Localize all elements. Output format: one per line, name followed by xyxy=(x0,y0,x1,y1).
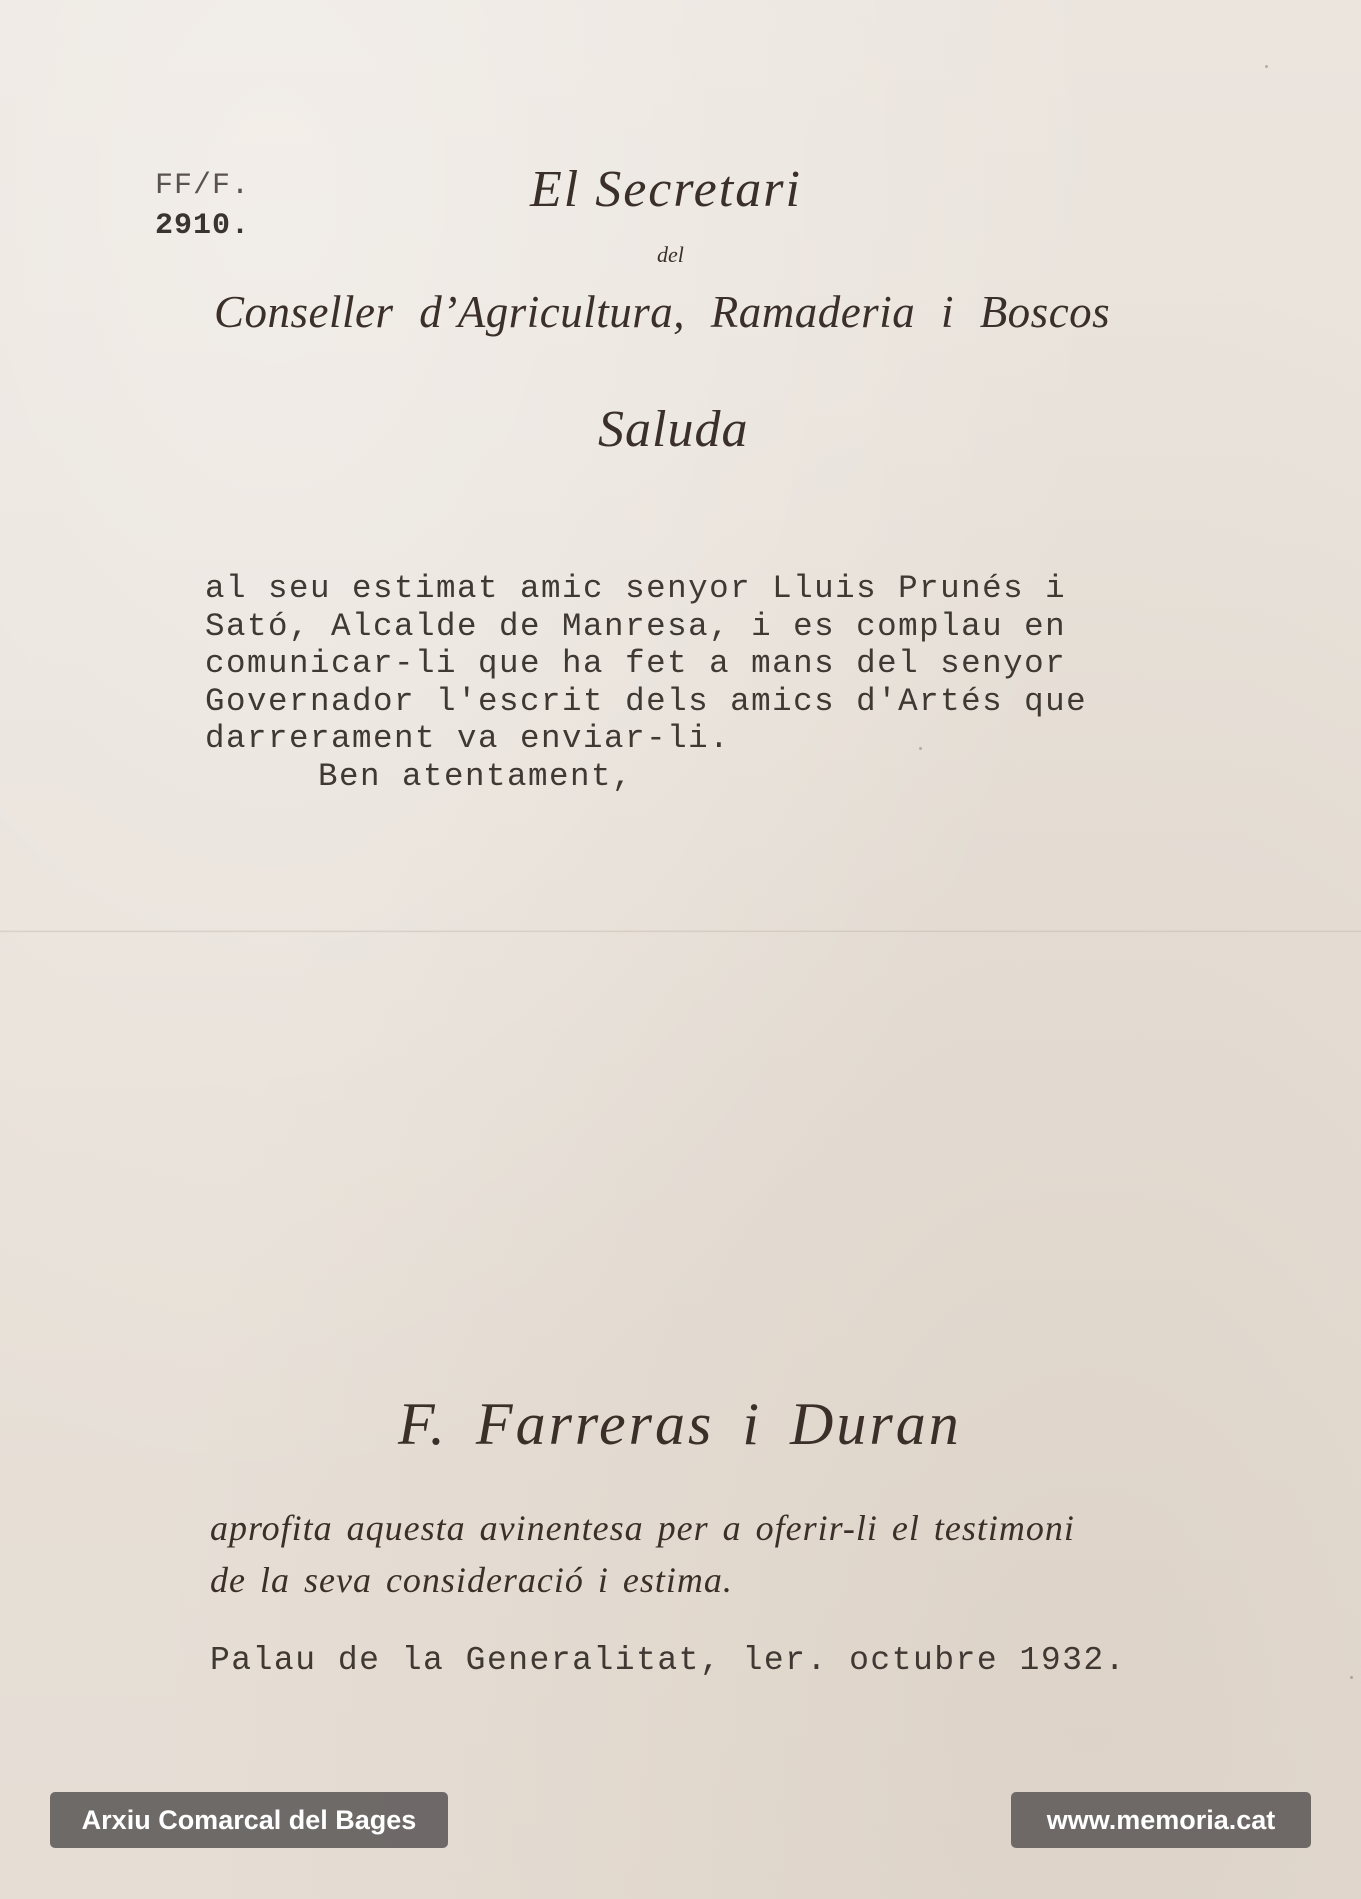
letterhead-title: El Secretari xyxy=(530,161,802,218)
place-and-date: Palau de la Generalitat, ler. octubre 1932. xyxy=(210,1642,1127,1679)
closing-line: de la seva consideració i estima. xyxy=(210,1560,733,1600)
body-line: comunicar-li que ha fet a mans del senyor xyxy=(205,645,1067,682)
paper-fold-line xyxy=(0,930,1361,933)
body-line: Governador l'escrit dels amics d'Artés que xyxy=(205,682,1088,720)
closing-text xyxy=(210,1502,1210,1606)
body-line-salutation: Ben atentament, xyxy=(318,757,634,795)
letterhead-greeting: Saluda xyxy=(598,401,749,458)
body-line: darrerament va enviar-li. xyxy=(205,720,731,757)
letterhead-del: del xyxy=(657,242,684,267)
closing-line: aprofita aquesta avinentesa per a oferir-li el testimoni xyxy=(210,1508,1075,1548)
paper-speck xyxy=(919,747,922,750)
paper-speck xyxy=(1265,65,1268,68)
body-line: al seu estimat amic senyor Lluis Prunés i xyxy=(205,570,1067,607)
letter-body xyxy=(205,570,1215,795)
signer-name: F. Farreras i Duran xyxy=(398,1391,962,1457)
reference-line-2: 2910. xyxy=(155,209,251,243)
reference-line-1: FF/F. xyxy=(155,169,251,203)
letterhead-office: Conseller d’Agricultura, Ramaderia i Boscos xyxy=(214,287,1111,337)
archive-watermark-badge: Arxiu Comarcal del Bages xyxy=(50,1792,448,1848)
body-line: Sató, Alcalde de Manresa, i es complau en xyxy=(205,607,1067,645)
paper-speck xyxy=(1350,1676,1353,1679)
reference-number xyxy=(155,166,250,246)
website-watermark-badge: www.memoria.cat xyxy=(1011,1792,1311,1848)
